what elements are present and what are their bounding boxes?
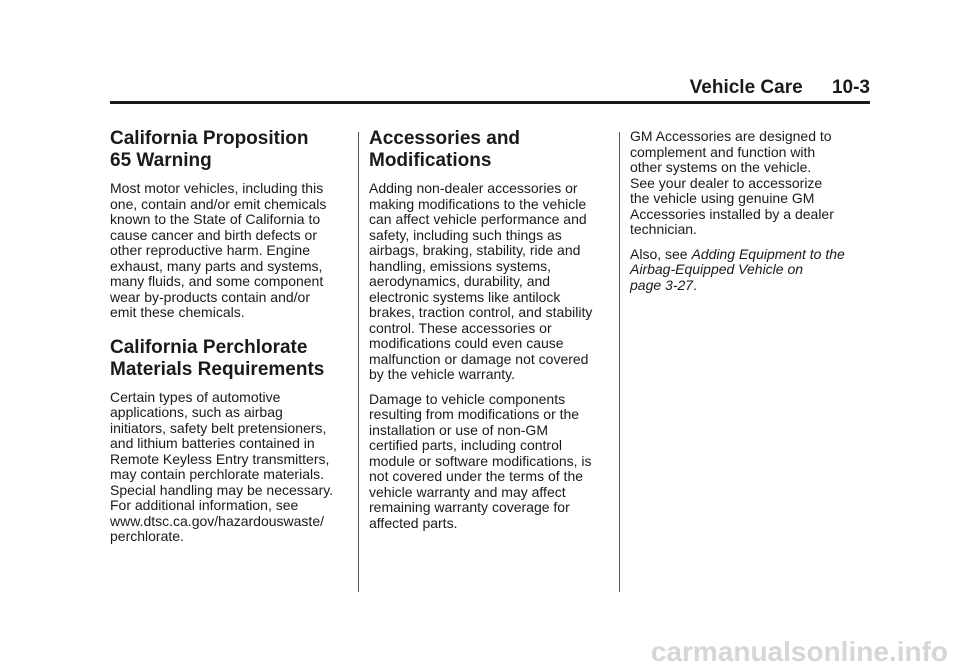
- right-column: [630, 129, 870, 302]
- text-line: one, contain and/or emit chemicals: [110, 195, 327, 212]
- text-line: For additional information, see: [110, 497, 299, 513]
- text-line: Damage to vehicle components: [369, 390, 566, 407]
- text-line: known to the State of California to: [110, 211, 321, 227]
- text-line: module or software modifications, is: [369, 452, 592, 469]
- text-line: remaining warranty coverage for: [369, 499, 570, 515]
- text-line: complement and function with: [630, 143, 816, 160]
- middle-column: [369, 128, 609, 540]
- text-line: See your dealer to accessorize: [630, 174, 823, 191]
- text-line: and lithium batteries contained in: [110, 435, 315, 451]
- text-line: control. These accessories or: [369, 319, 552, 336]
- text-line: [630, 262, 870, 278]
- text-line: may contain perchlorate materials.: [110, 466, 324, 482]
- text-line: 65 Warning: [110, 150, 212, 171]
- text-line: installation or use of non-GM: [369, 421, 548, 438]
- watermark: carmanualsonline.info: [650, 636, 948, 667]
- accessories-paragraph-2: [369, 392, 609, 532]
- page-number: 10-3: [831, 77, 870, 98]
- text-line: aerodynamics, durability, and: [369, 273, 551, 289]
- text-line: California Proposition: [110, 128, 309, 149]
- text-line: Accessories installed by a dealer: [630, 205, 834, 222]
- text-line: by the vehicle warranty.: [369, 366, 516, 382]
- text-line: Most motor vehicles, including this: [110, 180, 324, 196]
- text-line: Special handling may be necessary.: [110, 481, 334, 498]
- text-line: Modifications: [369, 150, 492, 171]
- dtsc-url: www.dtsc.ca.gov/hazardouswaste/: [110, 512, 324, 529]
- accessories-paragraph-1: [369, 181, 609, 383]
- text-line: modifications could even cause: [369, 335, 564, 351]
- text-line: other systems on the vehicle.: [630, 159, 812, 175]
- text-line: GM Accessories are designed to: [630, 128, 832, 144]
- text-line: cause cancer and birth defects or: [110, 226, 318, 243]
- text-line: California Perchlorate: [110, 336, 308, 358]
- text-line: page 3-27.: [630, 276, 697, 293]
- text-line: initiators, safety belt pretensioners,: [110, 419, 327, 436]
- text-line: vehicle warranty and may affect: [369, 483, 566, 500]
- left-column: [110, 128, 350, 554]
- gm-accessories-paragraph: [630, 129, 870, 238]
- text-line: Adding non-dealer accessories or: [369, 180, 578, 196]
- text-line: not covered under the terms of the: [369, 468, 584, 484]
- text-line: malfunction or damage not covered: [369, 350, 589, 367]
- cross-reference-link[interactable]: Adding Equipment to the: [691, 245, 845, 262]
- page-header: [690, 77, 870, 99]
- text-line: applications, such as airbag: [110, 404, 283, 420]
- text-line: safety, including such things as: [369, 226, 562, 243]
- prop65-heading: [110, 128, 350, 172]
- section-title: Vehicle Care: [689, 77, 803, 98]
- text-line: wear by-products contain and/or: [110, 288, 310, 305]
- text-line: technician.: [630, 221, 697, 237]
- text-line: electronic systems like antilock: [369, 288, 561, 305]
- text-line: the vehicle using genuine GM: [630, 190, 815, 206]
- text-line: perchlorate.: [110, 528, 184, 544]
- text-line: Certain types of automotive: [110, 388, 281, 405]
- also-see-paragraph: [630, 247, 870, 294]
- text-line: certified parts, including control: [369, 437, 562, 453]
- text-line: making modifications to the vehicle: [369, 195, 587, 212]
- column-divider: [358, 132, 359, 592]
- text-line: brakes, traction control, and stability: [369, 304, 593, 320]
- text-line: Also, see Adding Equipment to the: [630, 245, 845, 262]
- text-line: affected parts.: [369, 514, 458, 531]
- text-line: Remote Keyless Entry transmitters,: [110, 450, 330, 467]
- cross-reference-link[interactable]: page 3-27: [630, 276, 694, 293]
- accessories-heading: [369, 128, 609, 172]
- text-line: other reproductive harm. Engine: [110, 242, 310, 258]
- text-line: Materials Requirements: [110, 358, 325, 380]
- column-divider: [619, 132, 620, 592]
- text-line: exhaust, many parts and systems,: [110, 257, 323, 274]
- text-line: many fluids, and some component: [110, 273, 324, 289]
- text-line: Accessories and: [369, 128, 521, 149]
- perchlorate-heading: [110, 337, 350, 381]
- perchlorate-paragraph: [110, 390, 350, 545]
- text-line: airbags, braking, stability, ride and: [369, 242, 581, 258]
- text-line: emit these chemicals.: [110, 304, 245, 320]
- text-line: handling, emissions systems,: [369, 257, 552, 274]
- text-line: resulting from modifications or the: [369, 406, 580, 422]
- cross-reference-link[interactable]: Airbag-Equipped Vehicle on: [630, 261, 804, 277]
- text-line: can affect vehicle performance and: [369, 211, 587, 227]
- header-rule: [110, 101, 870, 104]
- prop65-paragraph: [110, 181, 350, 321]
